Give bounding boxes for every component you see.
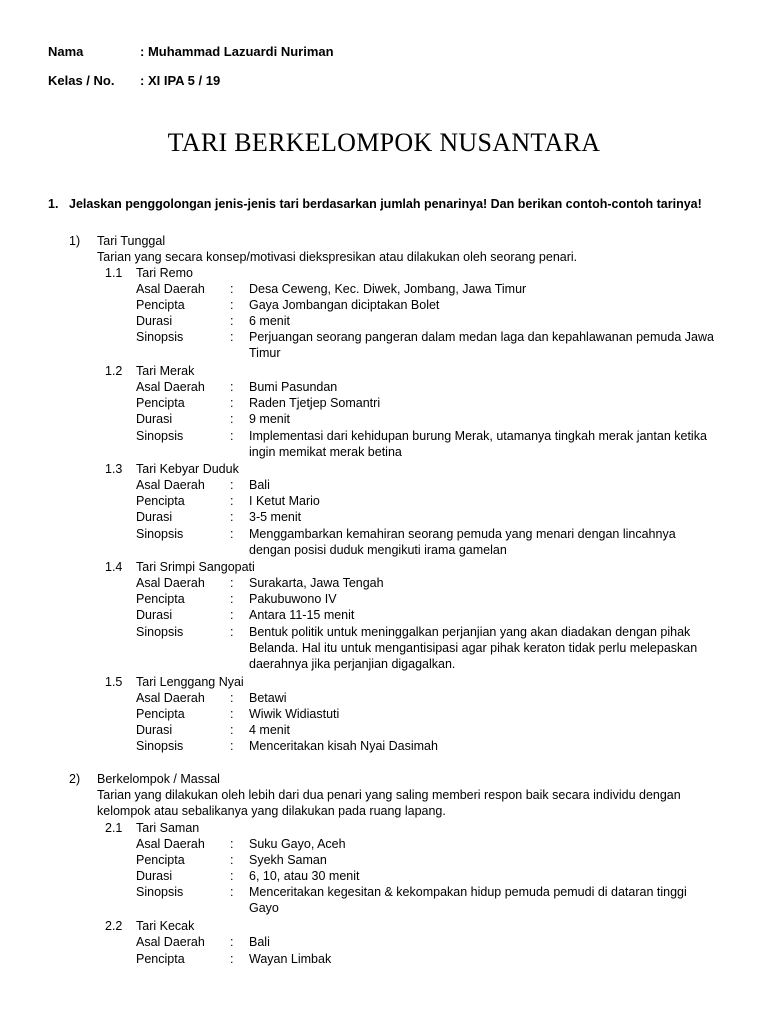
- dance-name: Tari Lenggang Nyai: [136, 675, 244, 689]
- colon: :: [230, 723, 234, 737]
- asal-value: Surakarta, Jawa Tengah: [249, 576, 384, 590]
- colon: :: [230, 412, 234, 426]
- colon: :: [230, 576, 234, 590]
- dance-name: Tari Merak: [136, 364, 195, 378]
- durasi-value: 4 menit: [249, 723, 290, 737]
- dance-name: Tari Remo: [136, 266, 193, 280]
- pencipta-label: Pencipta: [136, 494, 185, 508]
- dance-number: 1.1: [105, 266, 123, 280]
- colon: :: [230, 380, 234, 394]
- colon: :: [230, 739, 234, 753]
- durasi-label: Durasi: [136, 412, 173, 426]
- durasi-value: 6 menit: [249, 314, 290, 328]
- pencipta-label: Pencipta: [136, 592, 185, 606]
- section-description: Tarian yang secara konsep/motivasi diekspresikan atau dilakukan oleh seorang penari.: [97, 250, 578, 264]
- pencipta-value: Syekh Saman: [249, 853, 327, 867]
- asal-label: Asal Daerah: [136, 935, 205, 949]
- dance-number: 1.3: [105, 462, 123, 476]
- page-title: TARI BERKELOMPOK NUSANTARA: [167, 128, 601, 157]
- pencipta-value: Gaya Jombangan diciptakan Bolet: [249, 298, 440, 312]
- asal-value: Betawi: [249, 691, 287, 705]
- colon: :: [230, 510, 234, 524]
- pencipta-label: Pencipta: [136, 952, 185, 966]
- question-number: 1.: [48, 197, 59, 211]
- nama-label: Nama: [48, 44, 84, 59]
- colon: :: [230, 837, 234, 851]
- durasi-label: Durasi: [136, 869, 173, 883]
- pencipta-value: I Ketut Mario: [249, 494, 320, 508]
- pencipta-label: Pencipta: [136, 298, 185, 312]
- sinopsis-label: Sinopsis: [136, 330, 184, 344]
- dance-name: Tari Saman: [136, 821, 200, 835]
- pencipta-label: Pencipta: [136, 396, 185, 410]
- durasi-label: Durasi: [136, 510, 173, 524]
- section-title: Tari Tunggal: [97, 234, 166, 248]
- section-title: Berkelompok / Massal: [97, 772, 220, 786]
- dance-number: 2.2: [105, 919, 123, 933]
- sinopsis-value: Menceritakan kegesitan & kekompakan hidup pemuda pemudi di dataran tinggi Gayo: [249, 885, 687, 915]
- colon: :: [230, 691, 234, 705]
- asal-label: Asal Daerah: [136, 837, 205, 851]
- colon: :: [230, 885, 234, 899]
- asal-value: Bali: [249, 935, 270, 949]
- colon: :: [230, 527, 234, 541]
- asal-value: Bali: [249, 478, 270, 492]
- nama-value: : Muhammad Lazuardi Nuriman: [140, 44, 334, 59]
- kelas-label: Kelas / No.: [48, 73, 115, 88]
- colon: :: [230, 853, 234, 867]
- dance-number: 1.2: [105, 364, 123, 378]
- sinopsis-value: Implementasi dari kehidupan burung Merak, utamanya tingkah merak jantan ketika ingin memikat merak betina: [249, 429, 707, 459]
- sinopsis-value: Perjuangan seorang pangeran dalam medan laga dan kepahlawanan pemuda Jawa Timur: [249, 330, 714, 360]
- section-number: 2): [69, 772, 81, 786]
- pencipta-label: Pencipta: [136, 707, 185, 721]
- colon: :: [230, 396, 234, 410]
- durasi-value: Antara 11-15 menit: [249, 608, 355, 622]
- colon: :: [230, 478, 234, 492]
- colon: :: [230, 625, 234, 639]
- colon: :: [230, 298, 234, 312]
- dance-name: Tari Srimpi Sangopati: [136, 560, 255, 574]
- pencipta-value: Wayan Limbak: [249, 952, 332, 966]
- pencipta-value: Raden Tjetjep Somantri: [249, 396, 381, 410]
- asal-label: Asal Daerah: [136, 282, 205, 296]
- asal-label: Asal Daerah: [136, 576, 205, 590]
- durasi-label: Durasi: [136, 608, 173, 622]
- colon: :: [230, 869, 234, 883]
- durasi-value: 6, 10, atau 30 menit: [249, 869, 360, 883]
- sinopsis-label: Sinopsis: [136, 429, 184, 443]
- dance-number: 1.5: [105, 675, 123, 689]
- colon: :: [230, 592, 234, 606]
- sinopsis-value: Menceritakan kisah Nyai Dasimah: [249, 739, 438, 753]
- durasi-value: 3-5 menit: [249, 510, 302, 524]
- dance-number: 2.1: [105, 821, 123, 835]
- colon: :: [230, 952, 234, 966]
- colon: :: [230, 494, 234, 508]
- sinopsis-label: Sinopsis: [136, 625, 184, 639]
- colon: :: [230, 707, 234, 721]
- asal-value: Desa Ceweng, Kec. Diwek, Jombang, Jawa Timur: [249, 282, 527, 296]
- pencipta-value: Pakubuwono IV: [249, 592, 337, 606]
- pencipta-value: Wiwik Widiastuti: [249, 707, 340, 721]
- durasi-label: Durasi: [136, 723, 173, 737]
- dance-number: 1.4: [105, 560, 123, 574]
- asal-label: Asal Daerah: [136, 691, 205, 705]
- colon: :: [230, 330, 234, 344]
- colon: :: [230, 282, 234, 296]
- dance-name: Tari Kecak: [136, 919, 195, 933]
- kelas-value: : XI IPA 5 / 19: [140, 73, 221, 88]
- sinopsis-label: Sinopsis: [136, 527, 184, 541]
- asal-label: Asal Daerah: [136, 478, 205, 492]
- colon: :: [230, 935, 234, 949]
- sinopsis-label: Sinopsis: [136, 739, 184, 753]
- section-description: Tarian yang dilakukan oleh lebih dari dua penari yang saling memberi respon baik secara individu dengan kelompok atau sebalikanya yang dilakukan pada ruang lapang.: [97, 788, 681, 818]
- section-number: 1): [69, 234, 81, 248]
- asal-value: Suku Gayo, Aceh: [249, 837, 346, 851]
- sinopsis-label: Sinopsis: [136, 885, 184, 899]
- dance-name: Tari Kebyar Duduk: [136, 462, 239, 476]
- colon: :: [230, 429, 234, 443]
- sinopsis-value: Menggambarkan kemahiran seorang pemuda yang menari dengan lincahnya dengan posisi duduk mengikuti irama gamelan: [249, 527, 676, 557]
- sinopsis-value: Bentuk politik untuk meninggalkan perjanjian yang akan diadakan dengan pihak Belanda. Hal itu untuk mengantisipasi agar pihak keraton tidak perlu melepaskan daerahnya jika perjanjian digagalkan.: [249, 625, 698, 671]
- asal-value: Bumi Pasundan: [249, 380, 338, 394]
- colon: :: [230, 608, 234, 622]
- question-text: Jelaskan penggolongan jenis-jenis tari berdasarkan jumlah penarinya! Dan berikan contoh-contoh tarinya!: [69, 197, 702, 211]
- durasi-label: Durasi: [136, 314, 173, 328]
- colon: :: [230, 314, 234, 328]
- asal-label: Asal Daerah: [136, 380, 205, 394]
- pencipta-label: Pencipta: [136, 853, 185, 867]
- durasi-value: 9 menit: [249, 412, 290, 426]
